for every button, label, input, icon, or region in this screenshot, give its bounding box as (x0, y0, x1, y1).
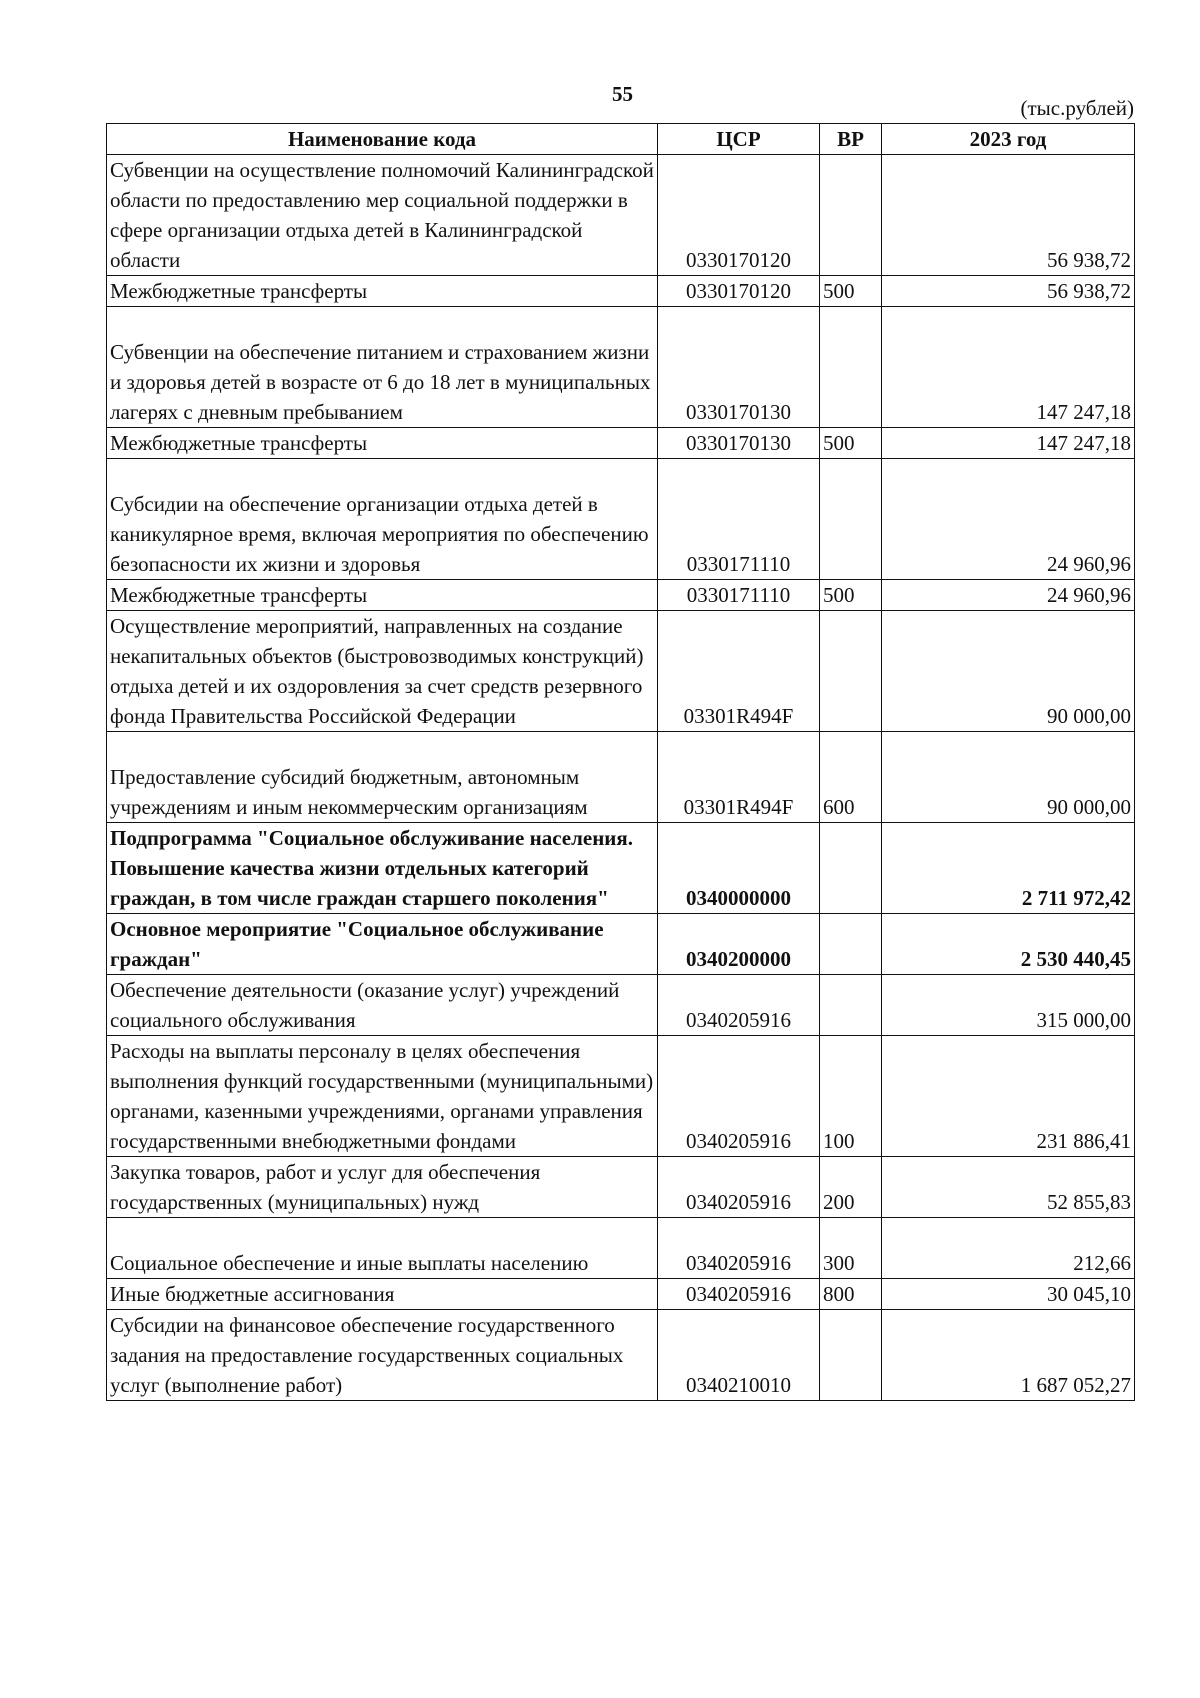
cell-name: Межбюджетные трансферты (107, 580, 658, 611)
cell-amount: 30 045,10 (882, 1279, 1135, 1310)
cell-vr: 100 (820, 1036, 882, 1157)
cell-vr (820, 975, 882, 1036)
cell-csr: 03301R494F (658, 732, 820, 823)
table-row (107, 914, 1135, 975)
cell-amount: 24 960,96 (882, 459, 1135, 580)
table-row (107, 459, 1135, 580)
table-row (107, 276, 1135, 307)
cell-amount: 2 530 440,45 (882, 914, 1135, 975)
cell-csr: 0340210010 (658, 1310, 820, 1401)
table-row (107, 428, 1135, 459)
table-row (107, 1279, 1135, 1310)
cell-csr: 0340205916 (658, 1036, 820, 1157)
cell-vr: 800 (820, 1279, 882, 1310)
header-name: Наименование кода (107, 124, 658, 155)
cell-csr: 0330171110 (658, 459, 820, 580)
table-header-row (107, 124, 1135, 155)
table-row (107, 975, 1135, 1036)
header-vr: ВР (820, 124, 882, 155)
cell-amount: 56 938,72 (882, 155, 1135, 276)
cell-vr (820, 307, 882, 428)
table-row (107, 732, 1135, 823)
cell-vr: 500 (820, 580, 882, 611)
cell-amount: 24 960,96 (882, 580, 1135, 611)
cell-csr: 0340000000 (658, 823, 820, 914)
cell-amount: 212,66 (882, 1218, 1135, 1279)
cell-vr (820, 155, 882, 276)
cell-vr: 600 (820, 732, 882, 823)
cell-name: Субвенции на обеспечение питанием и страхованием жизни и здоровья детей в возрасте от 6 до 18 лет в муниципальных лагерях с дневным пребыванием (107, 307, 658, 428)
cell-name: Расходы на выплаты персоналу в целях обеспечения выполнения функций государственными (муниципальными) органами, казенными учреждениями, органами управления государственными внебюджетными фондами (107, 1036, 658, 1157)
cell-csr: 0340200000 (658, 914, 820, 975)
cell-vr (820, 914, 882, 975)
cell-vr (820, 611, 882, 732)
cell-amount: 231 886,41 (882, 1036, 1135, 1157)
cell-amount: 147 247,18 (882, 428, 1135, 459)
cell-name: Предоставление субсидий бюджетным, автономным учреждениям и иным некоммерческим организациям (107, 732, 658, 823)
cell-csr: 03301R494F (658, 611, 820, 732)
cell-vr (820, 1310, 882, 1401)
cell-name: Субсидии на обеспечение организации отдыха детей в каникулярное время, включая мероприятия по обеспечению безопасности их жизни и здоровья (107, 459, 658, 580)
table-row (107, 1036, 1135, 1157)
cell-csr: 0340205916 (658, 975, 820, 1036)
table-row (107, 1218, 1135, 1279)
cell-name: Субвенции на осуществление полномочий Калининградской области по предоставлению мер социальной поддержки в сфере организации отдыха детей в Калининградской области (107, 155, 658, 276)
table-row (107, 1310, 1135, 1401)
table-row (107, 611, 1135, 732)
cell-amount: 1 687 052,27 (882, 1310, 1135, 1401)
cell-csr: 0330170130 (658, 428, 820, 459)
cell-csr: 0330170120 (658, 276, 820, 307)
cell-vr (820, 459, 882, 580)
cell-name: Иные бюджетные ассигнования (107, 1279, 658, 1310)
table-row (107, 307, 1135, 428)
cell-csr: 0330170120 (658, 155, 820, 276)
cell-name: Обеспечение деятельности (оказание услуг) учреждений социального обслуживания (107, 975, 658, 1036)
cell-name: Закупка товаров, работ и услуг для обеспечения государственных (муниципальных) нужд (107, 1157, 658, 1218)
cell-name: Подпрограмма "Социальное обслуживание населения. Повышение качества жизни отдельных категорий граждан, в том числе граждан старшего поколения" (107, 823, 658, 914)
table-row (107, 155, 1135, 276)
cell-name: Межбюджетные трансферты (107, 428, 658, 459)
cell-csr: 0340205916 (658, 1157, 820, 1218)
cell-vr: 200 (820, 1157, 882, 1218)
cell-name: Осуществление мероприятий, направленных на создание некапитальных объектов (быстровозводимых конструкций) отдыха детей и их оздоровления за счет средств резервного фонда Правительства Российской Федерации (107, 611, 658, 732)
header-year: 2023 год (882, 124, 1135, 155)
cell-vr (820, 823, 882, 914)
cell-amount: 56 938,72 (882, 276, 1135, 307)
cell-csr: 0330171110 (658, 580, 820, 611)
budget-table (106, 123, 1135, 1401)
table-row (107, 1157, 1135, 1218)
cell-csr: 0330170130 (658, 307, 820, 428)
cell-csr: 0340205916 (658, 1279, 820, 1310)
cell-name: Субсидии на финансовое обеспечение государственного задания на предоставление государственных социальных услуг (выполнение работ) (107, 1310, 658, 1401)
units-label: (тыс.рублей) (1020, 96, 1134, 120)
cell-amount: 315 000,00 (882, 975, 1135, 1036)
cell-vr: 500 (820, 276, 882, 307)
cell-amount: 2 711 972,42 (882, 823, 1135, 914)
cell-csr: 0340205916 (658, 1218, 820, 1279)
page-number: 55 (612, 82, 633, 106)
table-row (107, 580, 1135, 611)
cell-amount: 90 000,00 (882, 611, 1135, 732)
cell-vr: 300 (820, 1218, 882, 1279)
table-row (107, 823, 1135, 914)
cell-vr: 500 (820, 428, 882, 459)
cell-amount: 90 000,00 (882, 732, 1135, 823)
cell-name: Основное мероприятие "Социальное обслуживание граждан" (107, 914, 658, 975)
cell-name: Социальное обеспечение и иные выплаты населению (107, 1218, 658, 1279)
cell-name: Межбюджетные трансферты (107, 276, 658, 307)
cell-amount: 147 247,18 (882, 307, 1135, 428)
header-csr: ЦСР (658, 124, 820, 155)
cell-amount: 52 855,83 (882, 1157, 1135, 1218)
